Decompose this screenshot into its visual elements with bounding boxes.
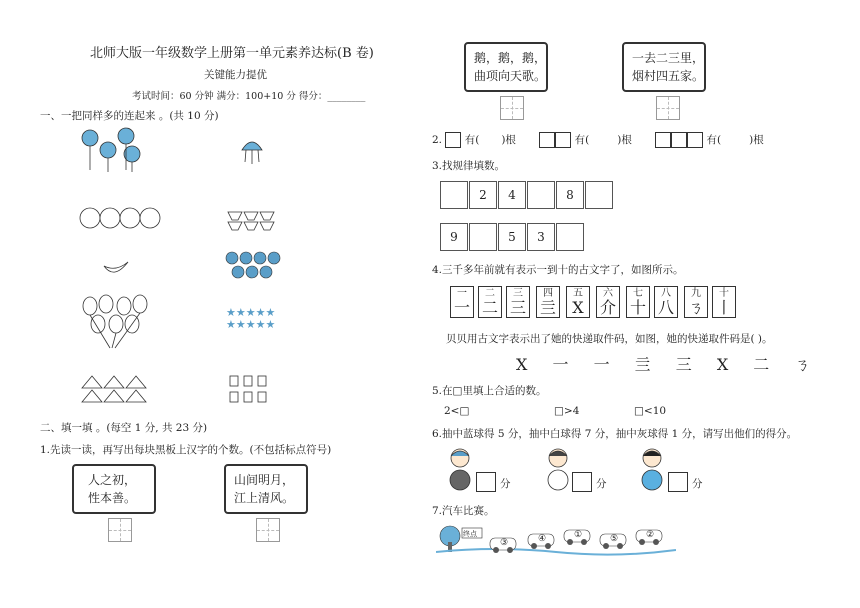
seq2-cell-3: 5 [498, 223, 526, 251]
board2-answer-box[interactable] [256, 518, 280, 542]
balloons-group [83, 295, 147, 348]
flowers-group [82, 128, 140, 172]
board3-line2: 曲项向天歌。 [474, 69, 547, 83]
car-number-3: ① [574, 530, 583, 540]
ancient-1-glyph: 一 [453, 298, 470, 317]
ancient-numeral-3 [506, 286, 530, 318]
q5-c[interactable]: □<10 [634, 405, 667, 417]
score-box-2[interactable] [572, 472, 592, 492]
svg-text:★★★★★: ★★★★★ [226, 306, 276, 319]
ancient-2-name: 二 [485, 288, 495, 299]
ancient-5-glyph: X [572, 298, 584, 317]
ancient-numeral-6 [596, 286, 620, 318]
oranges-group [80, 208, 160, 228]
ancient-2-glyph: 二 [481, 298, 498, 317]
q2-f: )根 [749, 134, 764, 146]
q2-a: 有( [464, 134, 480, 146]
seq1-cell-4[interactable] [527, 181, 555, 209]
road [436, 549, 676, 555]
ancient-numeral-10 [712, 286, 736, 318]
triangles-group [82, 376, 146, 402]
ancient-3-name: 三 [513, 288, 523, 299]
ancient-numeral-4 [536, 286, 560, 318]
section2-question1: 1.先读一读，再写出每块黑板上汉字的个数。(不包括标点符号) [40, 444, 332, 456]
ancient-numeral-9 [684, 286, 708, 318]
score-box-3[interactable] [668, 472, 688, 492]
board2-line2: 江上清风。 [234, 491, 295, 505]
page-title: 北师大版一年级数学上册第一单元素养达标(B 卷) [90, 46, 374, 61]
jellyfish [242, 142, 262, 164]
car-number-4: ⑤ [610, 534, 619, 544]
ancient-3-glyph: 三 [509, 298, 526, 317]
q2-b: )根 [501, 134, 516, 146]
board1-answer-box[interactable] [108, 518, 132, 542]
blackboard-4 [622, 42, 706, 92]
seq1-cell-6[interactable] [585, 181, 613, 209]
seq1-cell-5: 8 [556, 181, 584, 209]
q2-c: 有( [574, 134, 590, 146]
q7-label: 7.汽车比赛。 [432, 505, 495, 517]
ancient-9-glyph: ㄋ [687, 298, 704, 317]
board3-line1: 鹅，鹅，鹅， [474, 51, 547, 65]
blackboard-3 [464, 42, 548, 92]
ancient-numeral-1 [450, 286, 474, 318]
ancient-numeral-2 [478, 286, 502, 318]
ancient-8-name: 八 [661, 288, 671, 299]
q6-label: 6.抽中蓝球得 5 分，抽中白球得 7 分，抽中灰球得 1 分，请写出他们的得分。 [432, 428, 798, 440]
board2-line1: 山间明月， [234, 473, 295, 487]
figurines-group [230, 376, 266, 402]
q3-label: 3.找规律填数。 [432, 160, 506, 172]
q4-label: 4.三千多年前就有表示一到十的古文字了，如图所示。 [432, 264, 684, 276]
finish-label: 终点 [463, 530, 477, 538]
score-unit-2: 分 [596, 478, 607, 490]
ancient-4-glyph: 亖 [539, 298, 556, 317]
seq2-cell-1: 9 [440, 223, 468, 251]
exam-info: 考试时间：60 分钟 满分：100+10 分 得分：________ [132, 91, 366, 102]
seq2-cell-5[interactable] [556, 223, 584, 251]
ancient-4-name: 四 [543, 288, 553, 299]
finish-tree [440, 526, 460, 552]
ancient-6-glyph: 介 [599, 298, 616, 317]
board4-answer-box[interactable] [656, 96, 680, 120]
matching-pictures [60, 120, 310, 420]
seq2-cell-2[interactable] [469, 223, 497, 251]
section1-heading: 一、一把同样多的连起来 。(共 10 分) [40, 110, 219, 122]
pickup-code: X 一 一 亖 三 X 二 ㄋ [516, 355, 821, 374]
car-number-5: ② [646, 530, 655, 540]
ancient-numeral-5 [566, 286, 590, 318]
q5-a[interactable]: 2<□ [444, 405, 470, 417]
board4-line1: 一去二三里， [632, 51, 705, 65]
q2-e: 有( [706, 134, 722, 146]
stick-square-1 [445, 132, 461, 148]
q5-b[interactable]: □>4 [554, 405, 580, 417]
ancient-10-glyph: 丨 [715, 298, 732, 317]
ancient-1-name: 一 [457, 288, 467, 299]
board3-answer-box[interactable] [500, 96, 524, 120]
ancient-9-name: 九 [691, 288, 701, 299]
q4-question: 贝贝用古文字表示出了她的快递取件码，如图，她的快递取件码是( )。 [446, 333, 773, 345]
child-3 [642, 449, 662, 490]
car-number-2: ④ [538, 534, 547, 544]
ancient-7-name: 七 [633, 288, 643, 299]
stick-square-2a [539, 132, 555, 148]
stick-square-3b [671, 132, 687, 148]
section2-heading: 二、填一填 。(每空 1 分, 共 23 分) [40, 422, 208, 434]
q2-d: )根 [617, 134, 632, 146]
seq1-cell-3: 4 [498, 181, 526, 209]
ancient-5-name: 五 [573, 288, 583, 299]
ancient-numeral-7 [626, 286, 650, 318]
ancient-7-glyph: 十 [629, 298, 646, 317]
stick-square-3c [687, 132, 703, 148]
q5-label: 5.在□里填上合适的数。 [432, 385, 547, 397]
blue-flowers-group [226, 252, 280, 278]
ancient-6-name: 六 [603, 288, 613, 299]
svg-text:★★★★★: ★★★★★ [226, 318, 276, 331]
q2-number: 2. [432, 134, 443, 146]
seq2-cell-4: 3 [527, 223, 555, 251]
car-number-1: ③ [500, 538, 509, 548]
ancient-8-glyph: 八 [657, 298, 674, 317]
stick-square-3a [655, 132, 671, 148]
stick-square-2b [555, 132, 571, 148]
page-subtitle: 关键能力提优 [204, 69, 267, 81]
board4-line2: 烟村四五家。 [632, 69, 705, 83]
seq1-cell-1[interactable] [440, 181, 468, 209]
banana [104, 262, 128, 272]
score-unit-1: 分 [500, 478, 511, 490]
seq1-cell-2: 2 [469, 181, 497, 209]
q2-row [432, 132, 764, 148]
score-unit-3: 分 [692, 478, 703, 490]
blackboard-1 [72, 464, 156, 514]
stars-group [226, 306, 275, 331]
child-1 [450, 449, 470, 490]
blackboard-2 [224, 464, 308, 514]
child-2 [548, 449, 568, 490]
ancient-numeral-8 [654, 286, 678, 318]
ancient-10-name: 十 [719, 288, 729, 299]
score-box-1[interactable] [476, 472, 496, 492]
board1-line2: 性本善。 [88, 491, 137, 505]
board1-line1: 人之初， [88, 473, 137, 487]
paper-boats-group [228, 212, 274, 230]
